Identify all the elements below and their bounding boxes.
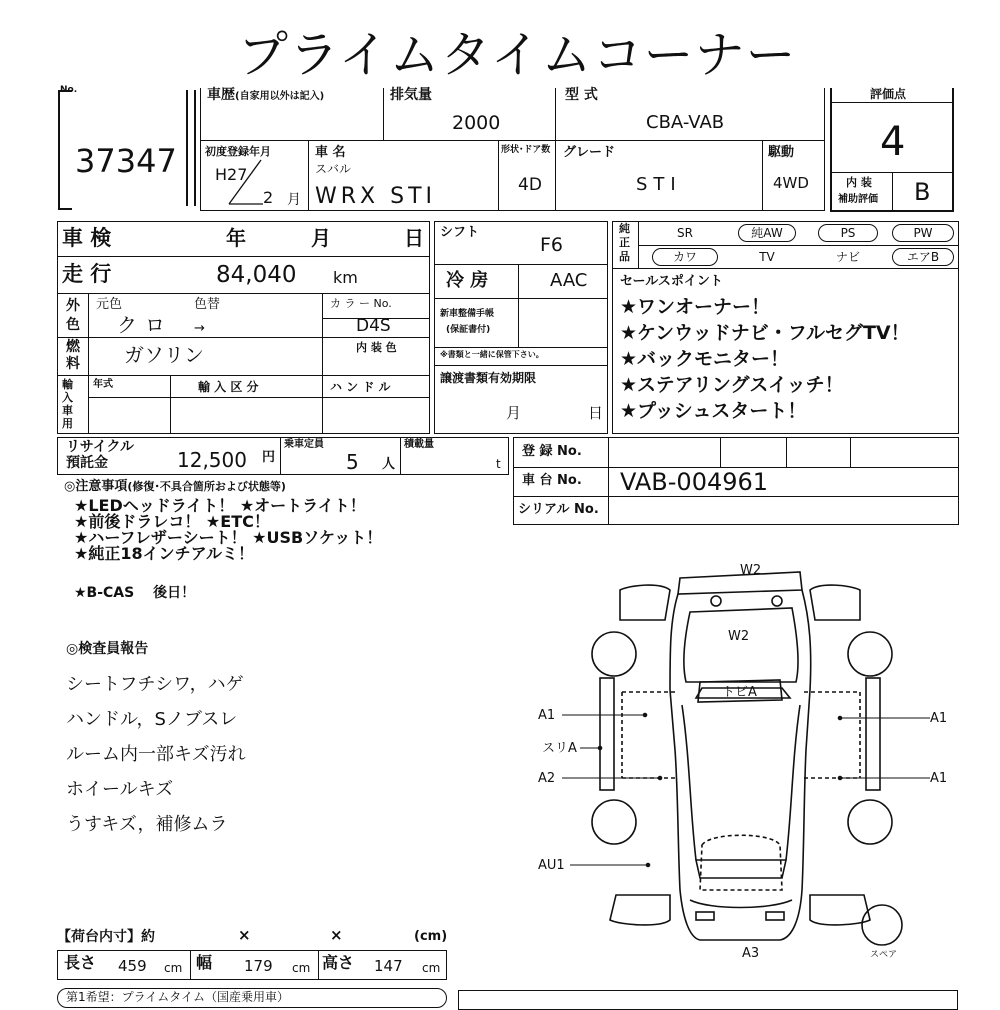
label-a1-right-2: A1: [930, 771, 948, 786]
serial-label: シリアル No.: [518, 502, 599, 517]
spare-tire: [862, 905, 902, 945]
note-line: ★LEDヘッドライト！ ★オートライト！: [74, 496, 366, 515]
new-car-label-2: (保証書付): [446, 325, 491, 335]
first-reg-month: 2: [263, 188, 274, 207]
mileage-unit: km: [333, 268, 358, 287]
maker: スバル: [315, 162, 352, 176]
first-reg-label: 初度登録年月: [205, 145, 271, 158]
color-no-label: カ ラ ー No.: [330, 297, 392, 310]
label-spare: スペア: [870, 950, 898, 960]
interior-label-2: 補助評価: [838, 194, 878, 205]
yen-unit: 円: [262, 450, 276, 465]
cargo-unit: (cm): [414, 929, 448, 944]
lot-bracket-left: [58, 90, 72, 210]
displacement-value: 2000: [452, 112, 501, 134]
note-line: ★純正18インチアルミ！: [74, 544, 254, 563]
doors: 4D: [518, 175, 542, 195]
handle-label: ハ ン ド ル: [330, 380, 391, 394]
height-value: 147: [374, 957, 403, 975]
recycle-value: 12,500: [177, 448, 247, 472]
grade-label: グレード: [563, 145, 616, 160]
color-value: クロ: [117, 313, 173, 337]
sales-point: ★ステアリングスイッチ！: [620, 374, 844, 396]
model-label: 型 式: [565, 87, 598, 103]
interior-score: B: [914, 178, 931, 206]
transfer-label: 譲渡書類有効期限: [440, 371, 537, 385]
month-unit: 月: [287, 192, 301, 208]
label-w2-roof: W2: [728, 629, 750, 644]
sales-point: ★ワンオーナー！: [620, 296, 771, 318]
doc-note: ※書類と一緒に保管下さい。: [440, 350, 544, 359]
notes-list: [74, 498, 382, 562]
shift-value: F6: [540, 234, 564, 256]
interior-label-1: 内 装: [846, 176, 872, 189]
cargo-label: 【荷台内寸】約: [57, 929, 155, 945]
equipment-label: 純 正 品: [619, 222, 630, 263]
car-name: WRX STI: [315, 184, 436, 209]
first-reg-slash: [225, 158, 265, 208]
inspection-label: 車 検: [62, 226, 112, 250]
length-label: 長さ: [64, 953, 97, 972]
width-cm: cm: [292, 961, 311, 975]
equipment-item: PS: [818, 224, 878, 242]
transfer-day: 日: [588, 404, 604, 422]
notes-heading: ◎注意事項(修復･不具合箇所および状態等): [64, 479, 286, 494]
sales-point: ★ケンウッドナビ・フルセグTV！: [620, 322, 910, 344]
label-a1-right-1: A1: [930, 711, 948, 726]
model-year-label: 年式: [93, 379, 113, 390]
inspection-month: 月: [311, 226, 331, 250]
note-line: ★ハーフレザーシート！ ★USBソケット！: [74, 528, 383, 547]
height-cm: cm: [422, 961, 441, 975]
ac-value: AAC: [550, 270, 588, 291]
load-unit: t: [496, 457, 501, 471]
reg-no-label: 登 録 No.: [522, 444, 582, 459]
page-title: プライムタイムコーナー: [238, 26, 797, 84]
ext-color-label-2: 色: [66, 317, 80, 333]
drive-label: 駆動: [768, 145, 795, 160]
sales-point: ★プッシュスタート！: [620, 400, 807, 422]
equipment-item: TV: [759, 250, 775, 264]
no-label: No.: [60, 85, 78, 95]
first-reg-era: H27: [215, 165, 248, 184]
bottom-right-box: [458, 990, 958, 1010]
capacity-value: 5: [346, 450, 359, 474]
inspector-line: ルーム内一部キズ汚れ: [66, 744, 246, 765]
lot-number: 37347: [75, 142, 177, 180]
shift-label: シフト: [440, 225, 480, 240]
transfer-month: 月: [506, 404, 522, 422]
inspector-line: シートフチシワ，ハゲ: [66, 674, 244, 695]
equipment-item: カワ: [652, 248, 718, 266]
label-tobia: トビA: [722, 685, 757, 700]
int-color-label: 内 装 色: [356, 341, 397, 354]
chassis-value: VAB-004961: [620, 468, 769, 496]
label-w2-top: W2: [740, 563, 762, 578]
wheel-front-left: [592, 800, 636, 844]
label-a1-left: A1: [538, 708, 556, 723]
sales-point: ★バックモニター！: [620, 348, 790, 370]
new-car-label-1: 新車整備手帳: [440, 309, 495, 319]
color-no: D4S: [356, 316, 391, 336]
load-label: 積載量: [404, 439, 434, 450]
note-line: ★前後ドラレコ！ ★ETC！: [74, 512, 270, 531]
bcas-note: ★B-CAS 後日！: [74, 585, 196, 601]
wheel-front-right: [848, 800, 892, 844]
wheel-rear-left: [592, 632, 636, 676]
inspector-heading: ◎検査員報告: [66, 641, 149, 657]
ac-label: 冷 房: [446, 270, 489, 291]
fuel-label-1: 燃: [66, 339, 80, 355]
displacement-label: 排気量: [390, 87, 432, 103]
person-unit: 人: [382, 457, 396, 472]
mileage-value: 84,040: [216, 262, 297, 288]
equipment-item: エアB: [892, 248, 954, 266]
car-diagram: [520, 560, 960, 980]
length-cm: cm: [164, 961, 183, 975]
inspector-line: うすキズ，補修ムラ: [66, 814, 228, 835]
car-name-label: 車 名: [315, 145, 346, 160]
bottom-note: 第1希望：プライムタイム（国産乗用車）: [66, 990, 290, 1004]
width-value: 179: [244, 957, 273, 975]
inspection-day: 日: [404, 226, 424, 250]
import-type-label: 輸 入 区 分: [198, 380, 259, 394]
cargo-x2: ×: [330, 926, 343, 944]
sales-points-label: セールスポイント: [620, 274, 723, 289]
orig-color-label: 元色: [96, 297, 123, 312]
sales-points-list: [620, 292, 910, 422]
drive-value: 4WD: [773, 174, 809, 192]
equipment-item: PW: [892, 224, 954, 242]
label-a3: A3: [742, 946, 760, 961]
history-label: 車歴(自家用以外は記入): [207, 87, 325, 103]
cargo-x1: ×: [238, 926, 251, 944]
chassis-label: 車 台 No.: [522, 473, 582, 488]
recycle-label-2: 預託金: [66, 455, 108, 471]
inspection-year: 年: [226, 226, 246, 250]
recycle-label-1: リサイクル: [66, 439, 135, 455]
height-label: 高さ: [322, 953, 355, 972]
ext-color-label-1: 外: [66, 298, 80, 314]
fuel-label-2: 料: [66, 356, 80, 372]
label-suria: スリA: [542, 741, 577, 756]
equipment-item: 純AW: [738, 224, 796, 242]
lot-bracket-right: [186, 90, 196, 206]
label-a2-left: A2: [538, 771, 556, 786]
color-arrow: →: [194, 321, 205, 336]
body-label: 形状･ドア数: [501, 145, 551, 155]
width-label: 幅: [196, 953, 213, 972]
grade-value: STI: [636, 174, 682, 195]
fuel-value: ガソリン: [124, 343, 204, 367]
import-label: 輸 入 車 用: [62, 378, 73, 430]
length-value: 459: [118, 957, 147, 975]
score-value: 4: [880, 119, 906, 165]
equipment-item: ナビ: [835, 250, 860, 264]
inspector-line: ハンドル，Sノブスレ: [66, 709, 238, 730]
equipment-item: SR: [677, 226, 693, 240]
inspector-line: ホイールキズ: [66, 779, 174, 800]
model-value: CBA-VAB: [646, 112, 725, 133]
wheel-rear-right: [848, 632, 892, 676]
label-au1: AU1: [538, 858, 565, 873]
capacity-label: 乗車定員: [284, 439, 324, 450]
score-label: 評価点: [870, 87, 907, 101]
repaint-label: 色替: [194, 297, 221, 312]
inspector-list: [66, 670, 246, 845]
mileage-label: 走 行: [62, 262, 112, 286]
